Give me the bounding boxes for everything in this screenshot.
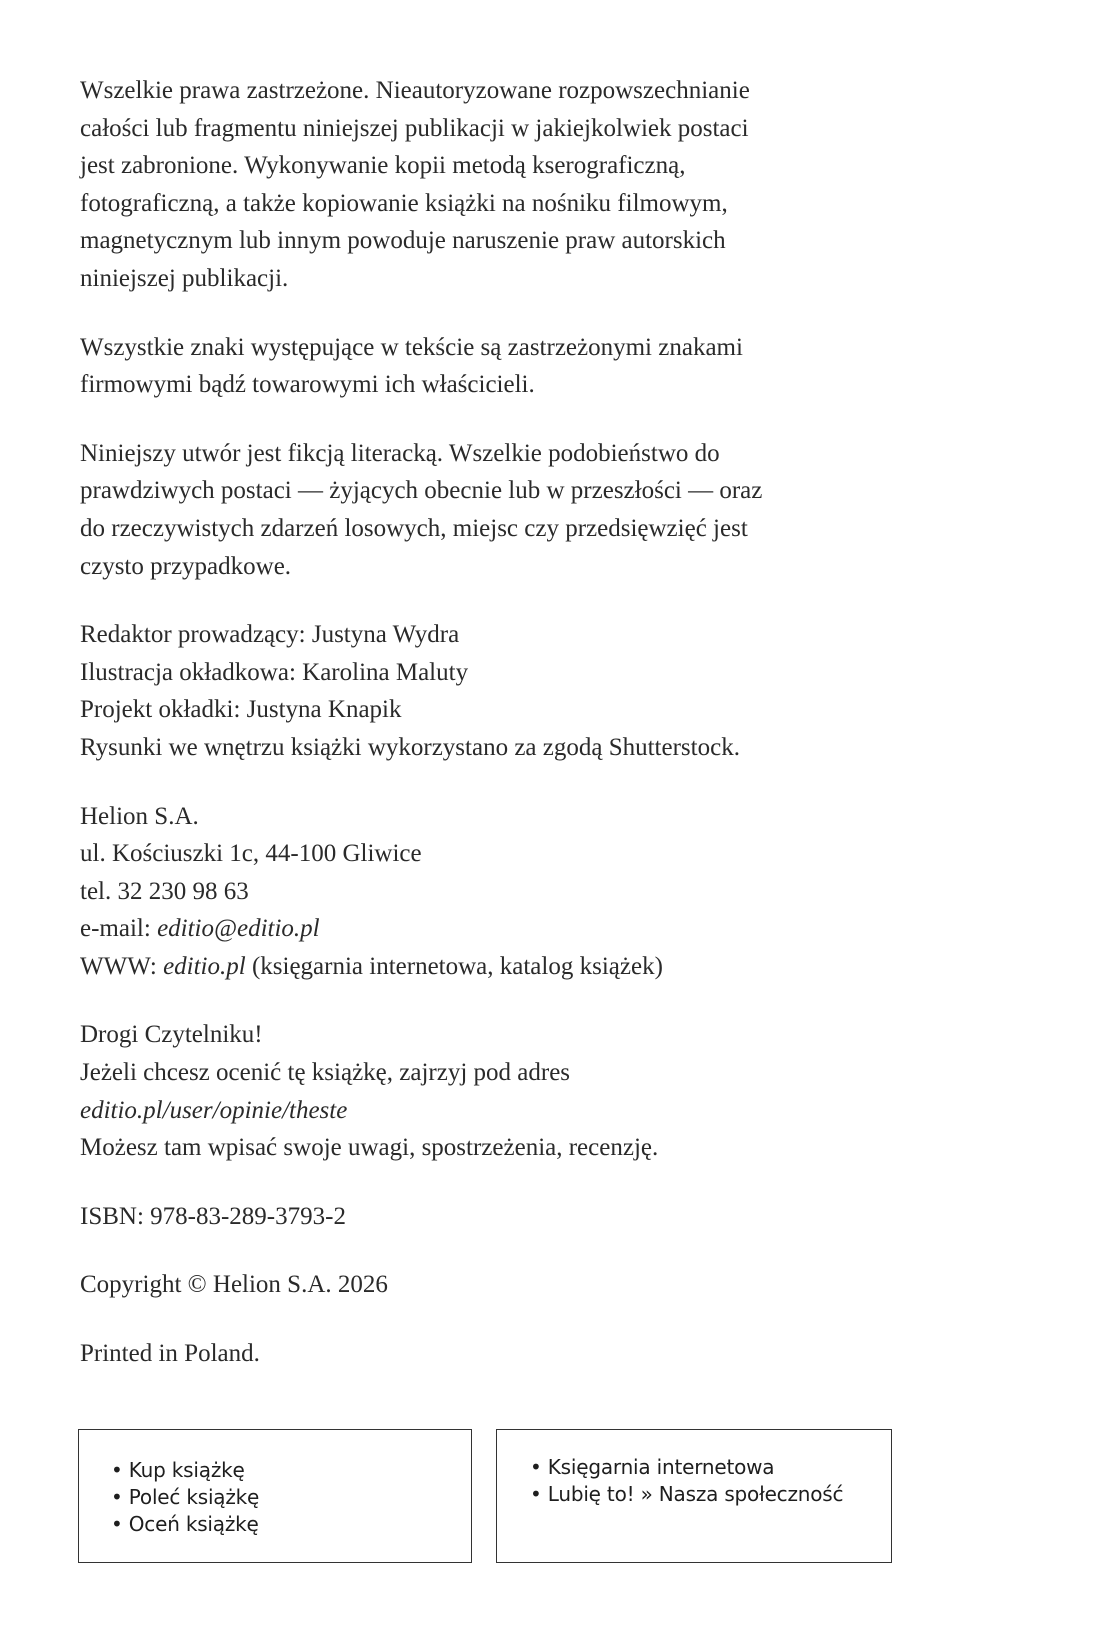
review-url-link[interactable]: editio.pl/user/opinie/theste [80,1096,348,1124]
copyright-page [80,72,1040,1373]
rights-line: jest zabronione. Wykonywanie kopii metodą kserograficzną, [80,152,686,180]
rights-line: całości lub fragmentu niniejszej publikacji w jakiejkolwiek postaci [80,114,749,142]
publisher-email-line [80,910,1040,948]
online-bookstore-link[interactable]: • Księgarnia internetowa [530,1455,775,1479]
editor-credit: Redaktor prowadzący: Justyna Wydra [80,621,460,649]
rights-line: niniejszej publikacji. [80,264,289,292]
drawings-credit: Rysunki we wnętrzu książki wykorzystano za zgodą Shutterstock. [80,733,740,761]
publisher-name: Helion S.A. [80,802,199,830]
email-link[interactable]: editio@editio.pl [157,915,320,943]
publisher-address: ul. Kościuszki 1c, 44-100 Gliwice [80,840,422,868]
trademarks-line: firmowymi bądź towarowymi ich właścicieli. [80,371,535,399]
printed-note [80,1335,1040,1373]
buy-book-link[interactable]: • Kup książkę [111,1458,245,1482]
credits [80,616,1040,766]
isbn-text: ISBN: 978-83-289-3793-2 [80,1202,346,1230]
publisher-www-line [80,948,1040,986]
book-actions-box [78,1429,472,1563]
recommend-book-link[interactable]: • Poleć książkę [111,1485,260,1509]
isbn [80,1198,1040,1236]
publisher-info [80,798,1040,986]
fiction-line: do rzeczywistych zdarzeń losowych, miejsc czy przedsięwzięć jest [80,514,748,542]
rights-line: Wszelkie prawa zastrzeżone. Nieautoryzowane rozpowszechnianie [80,77,750,104]
rights-paragraph [80,72,1040,298]
illustration-credit: Ilustracja okładkowa: Karolina Maluty [80,658,469,686]
trademarks-paragraph [80,329,1040,404]
community-link[interactable]: • Lubię to! » Nasza społeczność [530,1482,844,1506]
www-note: (księgarnia internetowa, katalog książek) [245,952,663,980]
fiction-disclaimer [80,435,1040,585]
reader-greeting: Drogi Czytelniku! [80,1021,263,1049]
store-links-box [496,1429,892,1563]
fiction-line: prawdziwych postaci — żyjących obecnie lub w przeszłości — oraz [80,477,763,505]
rights-line: fotograficzną, a także kopiowanie książki na nośniku filmowym, [80,189,728,217]
fiction-line: Niniejszy utwór jest fikcją literacką. Wszelkie podobieństwo do [80,439,720,467]
rate-book-link[interactable]: • Oceń książkę [111,1512,259,1536]
reader-note [80,1016,1040,1166]
fiction-line: czysto przypadkowe. [80,552,292,580]
email-label: e-mail: [80,915,158,943]
publisher-phone: tel. 32 230 98 63 [80,877,249,905]
www-label: WWW: [80,952,164,980]
copyright [80,1266,1040,1304]
reader-prompt: Jeżeli chcesz ocenić tę książkę, zajrzyj pod adres [80,1059,571,1087]
reader-invite: Możesz tam wpisać swoje uwagi, spostrzeżenia, recenzję. [80,1134,659,1162]
printed-text: Printed in Poland. [80,1340,260,1368]
link-boxes [78,1429,894,1565]
rights-line: magnetycznym lub innym powoduje naruszenie praw autorskich [80,227,726,255]
www-link[interactable]: editio.pl [163,952,246,980]
copyright-text: Copyright © Helion S.A. 2026 [80,1271,388,1299]
cover-credit: Projekt okładki: Justyna Knapik [80,696,402,724]
trademarks-line: Wszystkie znaki występujące w tekście są zastrzeżonymi znakami [80,333,743,361]
